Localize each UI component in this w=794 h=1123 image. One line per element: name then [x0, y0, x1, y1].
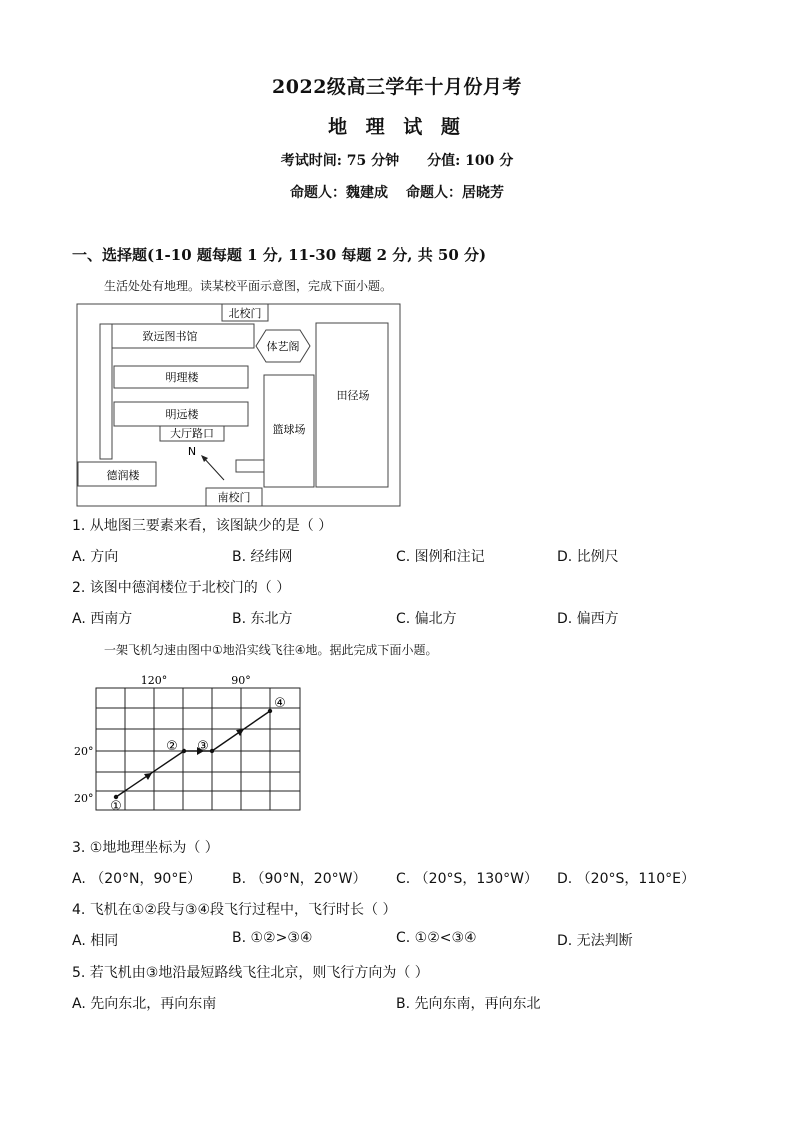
q1-option-b[interactable]: B. 经纬网	[232, 549, 293, 565]
lon-label-120: 120°	[140, 674, 168, 687]
north-arrow-label: N	[187, 445, 197, 458]
exam-subject: 地 理 试 题	[328, 116, 466, 138]
q2-option-d[interactable]: D. 偏西方	[557, 611, 619, 627]
campus-map-intro: 生活处处有地理。读某校平面示意图，完成下面小题。	[104, 279, 393, 293]
pavilion-label: 体艺阁	[266, 340, 300, 353]
south-gate-label: 南校门	[217, 491, 251, 504]
north-gate-label: 北校门	[228, 307, 262, 320]
west-wall-block	[100, 324, 112, 459]
q1-option-d[interactable]: D. 比例尺	[557, 549, 619, 565]
small-building	[236, 460, 264, 472]
lat-label-upper: 20°	[74, 745, 94, 758]
point-2-label: ②	[166, 739, 178, 754]
library-label: 致远图书馆	[142, 330, 198, 343]
flight-path	[116, 711, 270, 797]
section-title: 一、选择题(1-10 题每题 1 分, 11-30 每题 2 分, 共 50 分)	[72, 246, 487, 264]
exam-title: 2022级高三学年十月份月考	[272, 76, 522, 98]
q5-option-b[interactable]: B. 先向东南，再向东北	[396, 996, 541, 1012]
basketball-label: 篮球场	[272, 423, 306, 436]
question-2-stem: 2. 该图中德润楼位于北校门的（ ）	[72, 580, 291, 596]
exam-authors	[0, 182, 794, 202]
q2-option-a[interactable]: A. 西南方	[72, 611, 133, 627]
author-2: 命题人：居晓芳	[406, 185, 504, 201]
point-4-label: ④	[274, 696, 286, 711]
hall-label: 大厅路口	[170, 427, 214, 440]
q4-option-a[interactable]: A. 相同	[72, 933, 119, 949]
grid-map	[72, 670, 312, 820]
point-3-label: ③	[197, 739, 209, 754]
lat-label-lower: 20°	[74, 792, 94, 805]
question-4-stem: 4. 飞机在①②段与③④段飞行过程中，飞行时长（ ）	[72, 902, 397, 918]
derun-label: 德润楼	[106, 469, 140, 482]
exam-score: 分值: 100 分	[427, 153, 514, 169]
question-5-stem: 5. 若飞机由③地沿最短路线飞往北京，则飞行方向为（ ）	[72, 965, 429, 981]
q3-option-a[interactable]: A. （20°N，90°E）	[72, 871, 202, 887]
flight-points	[114, 709, 272, 799]
question-1-stem: 1. 从地图三要素来看，该图缺少的是（ ）	[72, 518, 333, 534]
exam-time: 考试时间: 75 分钟	[280, 153, 400, 169]
q2-option-c[interactable]: C. 偏北方	[396, 611, 457, 627]
author-1: 命题人：魏建成	[290, 185, 388, 201]
q3-option-d[interactable]: D. （20°S，110°E）	[557, 871, 695, 887]
q3-option-b[interactable]: B. （90°N，20°W）	[232, 871, 367, 887]
q5-option-a[interactable]: A. 先向东北，再向东南	[72, 996, 217, 1012]
q4-option-d[interactable]: D. 无法判断	[557, 933, 633, 949]
q4-option-c[interactable]: C. ①②<③④	[396, 930, 477, 946]
q1-option-a[interactable]: A. 方向	[72, 549, 119, 565]
lon-label-90: 90°	[231, 674, 251, 687]
point-1-label: ①	[110, 799, 122, 814]
mingyuan-label: 明远楼	[165, 408, 199, 421]
point-4-dot	[268, 709, 272, 713]
grid-map-intro: 一架飞机匀速由图中①地沿实线飞往④地。据此完成下面小题。	[104, 643, 438, 657]
q1-option-c[interactable]: C. 图例和注记	[396, 549, 485, 565]
q3-option-c[interactable]: C. （20°S，130°W）	[396, 871, 538, 887]
q2-option-b[interactable]: B. 东北方	[232, 611, 293, 627]
q4-option-b[interactable]: B. ①②>③④	[232, 930, 313, 946]
north-arrow-icon	[203, 457, 224, 480]
track-label: 田径场	[336, 389, 370, 402]
point-3-dot	[210, 749, 214, 753]
point-2-dot	[182, 749, 186, 753]
question-3-stem: 3. ①地地理坐标为（ ）	[72, 840, 219, 856]
campus-map	[76, 300, 402, 508]
arrow-icon	[236, 729, 244, 736]
track-box	[316, 323, 388, 487]
mingli-label: 明理楼	[165, 371, 199, 384]
exam-info	[0, 150, 794, 170]
